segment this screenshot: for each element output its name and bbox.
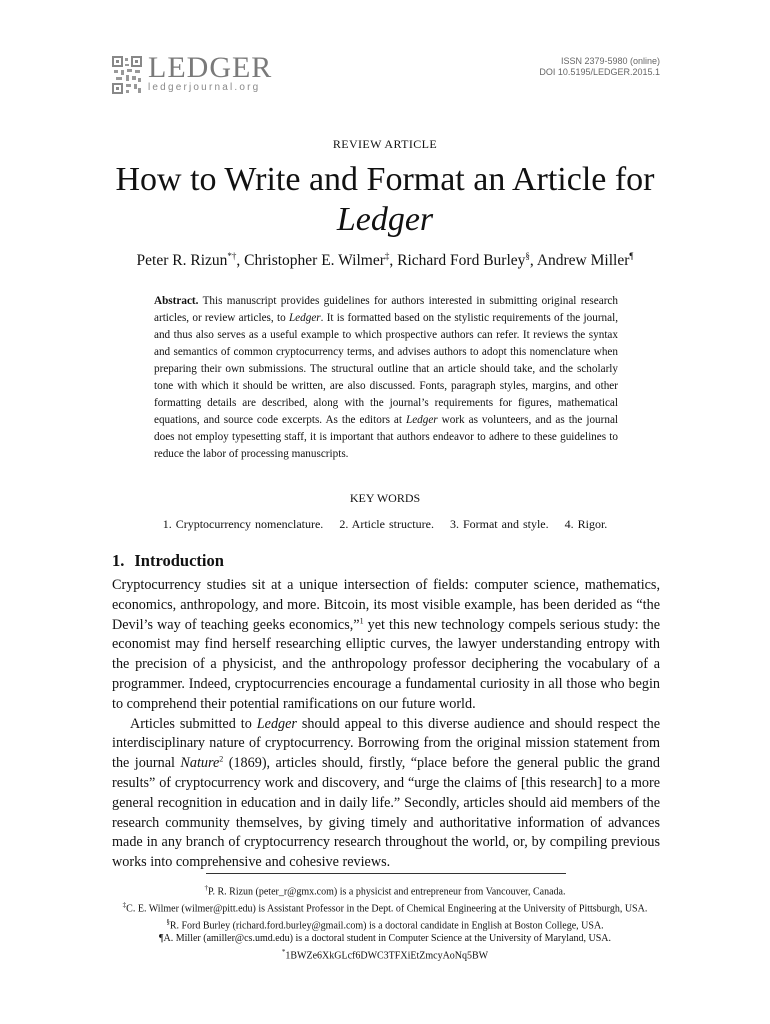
footnote-mark: § (166, 917, 170, 926)
keyword-item: 4. Rigor. (564, 517, 608, 531)
keywords-list (0, 517, 770, 532)
author-mark: ‡ (384, 251, 390, 261)
keyword-item: 2. Article structure. (339, 517, 434, 531)
footnote-text: C. E. Wilmer (wilmer@pitt.edu) is Assistant Professor in the Dept. of Chemical Engineering at the University of Pittsburgh, USA. (126, 903, 648, 915)
footnote-text: R. Ford Burley (richard.ford.burley@gmail.com) is a doctoral candidate in English at Boston College, USA. (169, 919, 604, 931)
reference-mark[interactable]: 2 (219, 754, 224, 764)
cited-journal-name: Nature (180, 755, 220, 772)
author-mark: ¶ (629, 251, 634, 261)
footnote (100, 932, 670, 946)
author-name: Richard Ford Burley (397, 252, 526, 270)
title-journal-name: Ledger (336, 201, 434, 238)
paragraph-text: Cryptocurrency studies sit at a unique intersection of fields: computer science, mathematics, economics, anthropology, and more. Bitcoin, its most visible example, has been derided as “the Devil’s way of teaching geeks economics,” (112, 577, 660, 633)
section-heading (112, 551, 224, 571)
paragraph-text: Articles submitted to (130, 715, 257, 732)
author-name: Christopher E. Wilmer (244, 252, 385, 270)
publication-info (539, 56, 660, 78)
journal-name-italic: Ledger (405, 414, 438, 426)
journal-name-italic: Ledger (288, 312, 321, 324)
title-line: How to Write and Format an Article for (115, 161, 655, 198)
paragraph-text: (1869), articles should, firstly, “place before the general public the grand results” of cryptocurrency work and discovery, and “urge the claims of [this research] to a more general recognition in education and in daily life.” Secondly, articles should aid members of the research community themselves, by giving timely and authoritative information of advances made in any branch of cryptocurrency research throughout the world, or, by compiling previous works into comprehensive and cohesive reviews. (112, 755, 660, 871)
paragraph-text: yet this new technology compels serious study: the economist may find herself researching elliptic curves, the lawyer understanding entropy with the precision of a physicist, and the anthropology professor deciphering the vocabulary of a programmer. Indeed, cryptocurrencies encourage a fundamental curiosity in all those who begin to comprehend their potential ramifications on our future world. (112, 616, 661, 712)
footnote (100, 882, 670, 899)
section-body (112, 576, 660, 873)
footnote (100, 946, 670, 963)
author-mark: *† (227, 251, 237, 261)
reference-mark[interactable]: 1 (359, 615, 364, 625)
journal-name-italic: Ledger (256, 715, 297, 732)
journal-url[interactable]: ledgerjournal.org (148, 82, 261, 93)
footnote-divider (206, 873, 566, 874)
abstract-text: work as volunteers, and as the journal does not employ typesetting staff, it is important that authors endeavor to adhere to these guidelines to reduce the labor of processing manuscripts. (154, 414, 619, 460)
footnote-mark: ‡ (122, 900, 127, 909)
author-name: Andrew Miller (536, 252, 630, 270)
abstract-label: Abstract. (154, 295, 199, 307)
footnotes (100, 882, 670, 963)
keywords-heading: KEY WORDS (349, 491, 421, 505)
qr-code-icon (112, 56, 142, 94)
issn: ISSN 2379-5980 (online) (560, 56, 660, 66)
footnote-mark: ¶ (159, 933, 164, 945)
article-type: REVIEW ARTICLE (332, 137, 438, 151)
paragraph-text: should appeal to this diverse audience and should respect the interdisciplinary nature of cryptocurrency. Borrowing from the original mission statement from the journal (112, 715, 660, 772)
footnote-text: P. R. Rizun (peter_r@gmx.com) is a physicist and entrepreneur from Vancouver, Canada. (208, 886, 566, 898)
section-title: Introduction (134, 551, 224, 570)
paragraph (112, 715, 660, 873)
footnote-mark: * (281, 947, 286, 956)
bitcoin-address: 1BWZe6XkGLcf6DWC3TFXiEtZmcyAoNq5BW (285, 950, 489, 962)
section-number: 1. (112, 551, 125, 570)
journal-logo (112, 51, 312, 98)
footnote-text: A. Miller (amiller@cs.umd.edu) is a doctoral student in Computer Science at the University of Maryland, USA. (163, 933, 611, 945)
abstract (154, 293, 618, 463)
footnote (100, 916, 670, 933)
keyword-item: 3. Format and style. (449, 517, 549, 531)
article-title (0, 160, 770, 240)
author-list: Peter R. Rizun*†, Christopher E. Wilmer‡, Richard Ford Burley§, Andrew Miller¶ (136, 251, 634, 270)
author-name: Peter R. Rizun (136, 252, 228, 270)
footnote-mark: † (204, 884, 209, 892)
author-mark: § (525, 251, 530, 261)
abstract-text: This manuscript provides guidelines for authors interested in submitting original research articles, or review articles, to (154, 295, 618, 324)
footnote (100, 899, 670, 916)
paragraph (112, 576, 660, 715)
keyword-item: 1. Cryptocurrency nomenclature. (162, 517, 324, 531)
journal-name: LEDGER (148, 51, 273, 84)
doi[interactable]: DOI 10.5195/LEDGER.2015.1 (539, 67, 660, 77)
abstract-text: . It is formatted based on the stylistic requirements of the journal, and thus also serves as a useful example to which prospective authors can refer. It reviews the syntax and semantics of common cryptocurrency terms, and advises authors to adopt this nomenclature when preparing their own submissions. The structural outline that an article should take, and the scholarly tone with which it should be written, are also discussed. Fonts, paragraph styles, margins, and other formatting details are described, along with the journal’s requirements for figures, mathematical equations, and source code excerpts. As the editors at (154, 312, 619, 426)
